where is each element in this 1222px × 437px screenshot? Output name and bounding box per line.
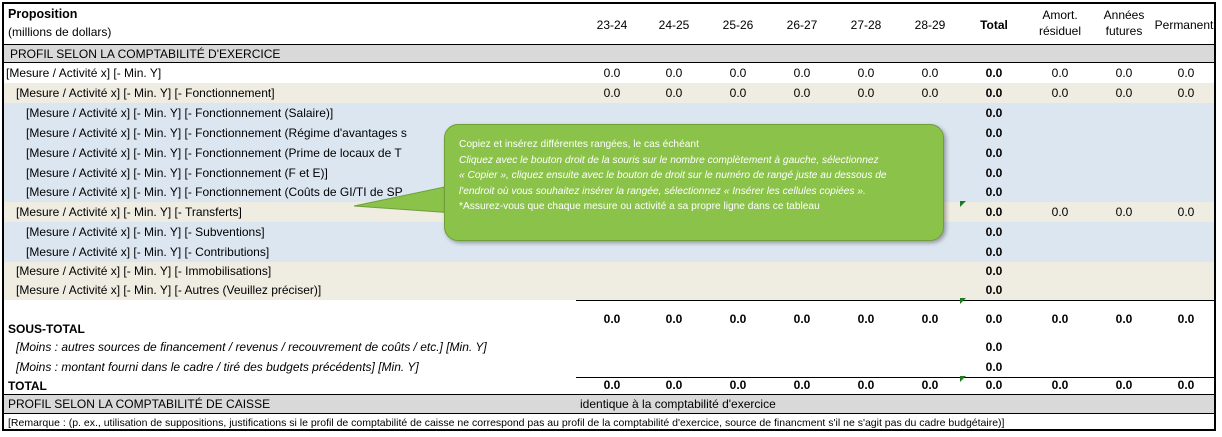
less-label: [Moins : autres sources de financement / revenus / recouvrement de coûts / etc.] [Min. Y] bbox=[16, 340, 487, 354]
row-value: 0.0 bbox=[857, 86, 875, 100]
subtotal-amort: 0.0 bbox=[1051, 312, 1069, 326]
row-total: 0.0 bbox=[985, 225, 1003, 239]
row-futures: 0.0 bbox=[1115, 66, 1133, 80]
section-cash-band bbox=[4, 394, 1214, 414]
subtotal-total: 0.0 bbox=[985, 312, 1003, 326]
header-year-1: 23-24 bbox=[596, 18, 628, 32]
total-amort: 0.0 bbox=[1051, 378, 1069, 392]
header-amort-line2: résiduel bbox=[1038, 24, 1082, 38]
row-permanent: 0.0 bbox=[1177, 86, 1195, 100]
subtotal-value: 0.0 bbox=[921, 312, 939, 326]
row-total: 0.0 bbox=[985, 245, 1003, 259]
header-annees-line1: Années bbox=[1103, 8, 1145, 22]
less-total: 0.0 bbox=[985, 340, 1003, 354]
subtotal-value: 0.0 bbox=[603, 312, 621, 326]
callout-line: Copiez et insérez différentes rangées, le cas échéant bbox=[459, 139, 699, 150]
row-total: 0.0 bbox=[985, 106, 1003, 120]
less-row[interactable] bbox=[4, 357, 1214, 377]
header-year-6: 28-29 bbox=[914, 18, 946, 32]
header-year-3: 25-26 bbox=[722, 18, 754, 32]
header-amort bbox=[1030, 7, 1090, 39]
row-label: [Mesure / Activité x] [- Min. Y] [- Fonctionnement] bbox=[16, 86, 275, 100]
header-total: Total bbox=[980, 18, 1008, 32]
table-row[interactable] bbox=[4, 242, 1214, 262]
row-label: [Mesure / Activité x] [- Min. Y] [- Immobilisations] bbox=[16, 264, 272, 278]
subtotal-futures: 0.0 bbox=[1115, 312, 1133, 326]
subtotal-value: 0.0 bbox=[793, 312, 811, 326]
row-total: 0.0 bbox=[985, 205, 1003, 219]
remark-row[interactable] bbox=[4, 414, 1214, 431]
row-amort: 0.0 bbox=[1051, 86, 1069, 100]
row-total: 0.0 bbox=[985, 283, 1003, 297]
row-value: 0.0 bbox=[857, 66, 875, 80]
table-row[interactable] bbox=[4, 103, 1214, 123]
total-value: 0.0 bbox=[921, 378, 939, 392]
row-permanent: 0.0 bbox=[1177, 66, 1195, 80]
row-total: 0.0 bbox=[985, 66, 1003, 80]
comment-indicator-icon[interactable] bbox=[960, 376, 966, 382]
subtotal-row[interactable] bbox=[4, 301, 1214, 337]
row-label: [Mesure / Activité x] [- Min. Y] [- Fonctionnement (Régime d'avantages s bbox=[26, 126, 407, 140]
less-label: [Moins : montant fourni dans le cadre / tiré des budgets précédents] [Min. Y] bbox=[16, 360, 419, 374]
table-row[interactable] bbox=[4, 281, 1214, 300]
section-accrual-band bbox=[4, 44, 1214, 63]
total-permanent: 0.0 bbox=[1177, 378, 1195, 392]
spreadsheet bbox=[2, 2, 1216, 431]
row-label: [Mesure / Activité x] [- Min. Y] [- Autres (Veuillez préciser)] bbox=[16, 283, 322, 297]
header-year-5: 27-28 bbox=[850, 18, 882, 32]
row-futures: 0.0 bbox=[1115, 205, 1133, 219]
subtotal-value: 0.0 bbox=[729, 312, 747, 326]
row-value: 0.0 bbox=[921, 66, 939, 80]
row-total: 0.0 bbox=[985, 126, 1003, 140]
row-label: [Mesure / Activité x] [- Min. Y] [- Contributions] bbox=[26, 245, 270, 259]
header-amort-line1: Amort. bbox=[1042, 8, 1078, 22]
row-label: [Mesure / Activité x] [- Min. Y] [- Fonctionnement (Coûts de GI/TI de SP bbox=[26, 185, 403, 199]
row-label: [Mesure / Activité x] [- Min. Y] [- Fonctionnement (Prime de locaux de T bbox=[26, 146, 402, 160]
comment-indicator-icon[interactable] bbox=[960, 201, 966, 207]
header-title: Proposition bbox=[8, 7, 78, 21]
row-label: [Mesure / Activité x] [- Min. Y] [- Subventions] bbox=[26, 225, 265, 239]
subtotal-value: 0.0 bbox=[665, 312, 683, 326]
section-cash-title: PROFIL SELON LA COMPTABILITÉ DE CAISSE bbox=[8, 397, 271, 411]
row-value: 0.0 bbox=[729, 86, 747, 100]
total-value: 0.0 bbox=[603, 378, 621, 392]
row-label: [Mesure / Activité x] [- Min. Y] [- Fonctionnement (F et E)] bbox=[26, 166, 328, 180]
total-value: 0.0 bbox=[665, 378, 683, 392]
row-value: 0.0 bbox=[665, 66, 683, 80]
total-value: 0.0 bbox=[857, 378, 875, 392]
section-accrual-title: PROFIL SELON LA COMPTABILITÉ D'EXERCICE bbox=[10, 47, 281, 61]
row-value: 0.0 bbox=[793, 66, 811, 80]
subtotal-label: SOUS-TOTAL bbox=[8, 322, 85, 336]
instruction-callout bbox=[444, 124, 944, 241]
subtotal-permanent: 0.0 bbox=[1177, 312, 1195, 326]
table-row[interactable] bbox=[4, 83, 1214, 103]
callout-line: Cliquez avec le bouton droit de la souris sur le nombre complètement à gauche, sélectionnez bbox=[459, 154, 879, 166]
row-label: [Mesure / Activité x] [- Min. Y] bbox=[6, 66, 162, 80]
row-total: 0.0 bbox=[985, 264, 1003, 278]
cash-note: identique à la comptabilité d'exercice bbox=[580, 397, 776, 411]
row-value: 0.0 bbox=[921, 86, 939, 100]
less-total: 0.0 bbox=[985, 360, 1003, 374]
row-total: 0.0 bbox=[985, 146, 1003, 160]
callout-pointer-icon bbox=[354, 179, 454, 229]
total-futures: 0.0 bbox=[1115, 378, 1133, 392]
row-value: 0.0 bbox=[793, 86, 811, 100]
callout-line: l'endroit où vous souhaitez insérer la rangée, sélectionnez « Insérer les cellules copiées ». bbox=[459, 185, 866, 197]
row-value: 0.0 bbox=[603, 66, 621, 80]
total-total: 0.0 bbox=[985, 378, 1003, 392]
subtotal-value: 0.0 bbox=[857, 312, 875, 326]
header-row bbox=[4, 4, 1214, 46]
header-year-4: 26-27 bbox=[786, 18, 818, 32]
header-subtitle: (millions de dollars) bbox=[8, 25, 112, 39]
row-label: [Mesure / Activité x] [- Min. Y] [- Transferts] bbox=[16, 205, 242, 219]
row-value: 0.0 bbox=[665, 86, 683, 100]
row-label: [Mesure / Activité x] [- Min. Y] [- Fonctionnement (Salaire)] bbox=[26, 106, 334, 120]
row-permanent: 0.0 bbox=[1177, 205, 1195, 219]
header-annees-line2: futures bbox=[1105, 24, 1143, 38]
row-amort: 0.0 bbox=[1051, 66, 1069, 80]
row-futures: 0.0 bbox=[1115, 86, 1133, 100]
row-value: 0.0 bbox=[603, 86, 621, 100]
total-row[interactable] bbox=[4, 378, 1214, 394]
row-total: 0.0 bbox=[985, 185, 1003, 199]
header-permanent: Permanent bbox=[1154, 18, 1214, 32]
row-amort: 0.0 bbox=[1051, 205, 1069, 219]
callout-line: « Copier », cliquez ensuite avec le bouton de droit sur le numéro de rangé juste au dessous de bbox=[459, 170, 887, 181]
callout-line: *Assurez-vous que chaque mesure ou activité a sa propre ligne dans ce tableau bbox=[459, 201, 820, 212]
less-row[interactable] bbox=[4, 337, 1214, 357]
table-row[interactable] bbox=[4, 262, 1214, 281]
header-annees bbox=[1094, 7, 1154, 39]
row-value: 0.0 bbox=[729, 66, 747, 80]
header-year-2: 24-25 bbox=[658, 18, 690, 32]
total-value: 0.0 bbox=[793, 378, 811, 392]
comment-indicator-icon[interactable] bbox=[960, 298, 966, 304]
table-row[interactable] bbox=[4, 63, 1214, 83]
total-label: TOTAL bbox=[8, 379, 47, 393]
remark-text: [Remarque : (p. ex., utilisation de suppositions, justifications si le profil de comptabilité de caisse ne correspond pas au profil de la comptabilité d'exercice, source de financment s'il ne s'agit pas du cadre budgétaire)] bbox=[8, 417, 1005, 429]
row-total: 0.0 bbox=[985, 86, 1003, 100]
total-value: 0.0 bbox=[729, 378, 747, 392]
row-total: 0.0 bbox=[985, 166, 1003, 180]
